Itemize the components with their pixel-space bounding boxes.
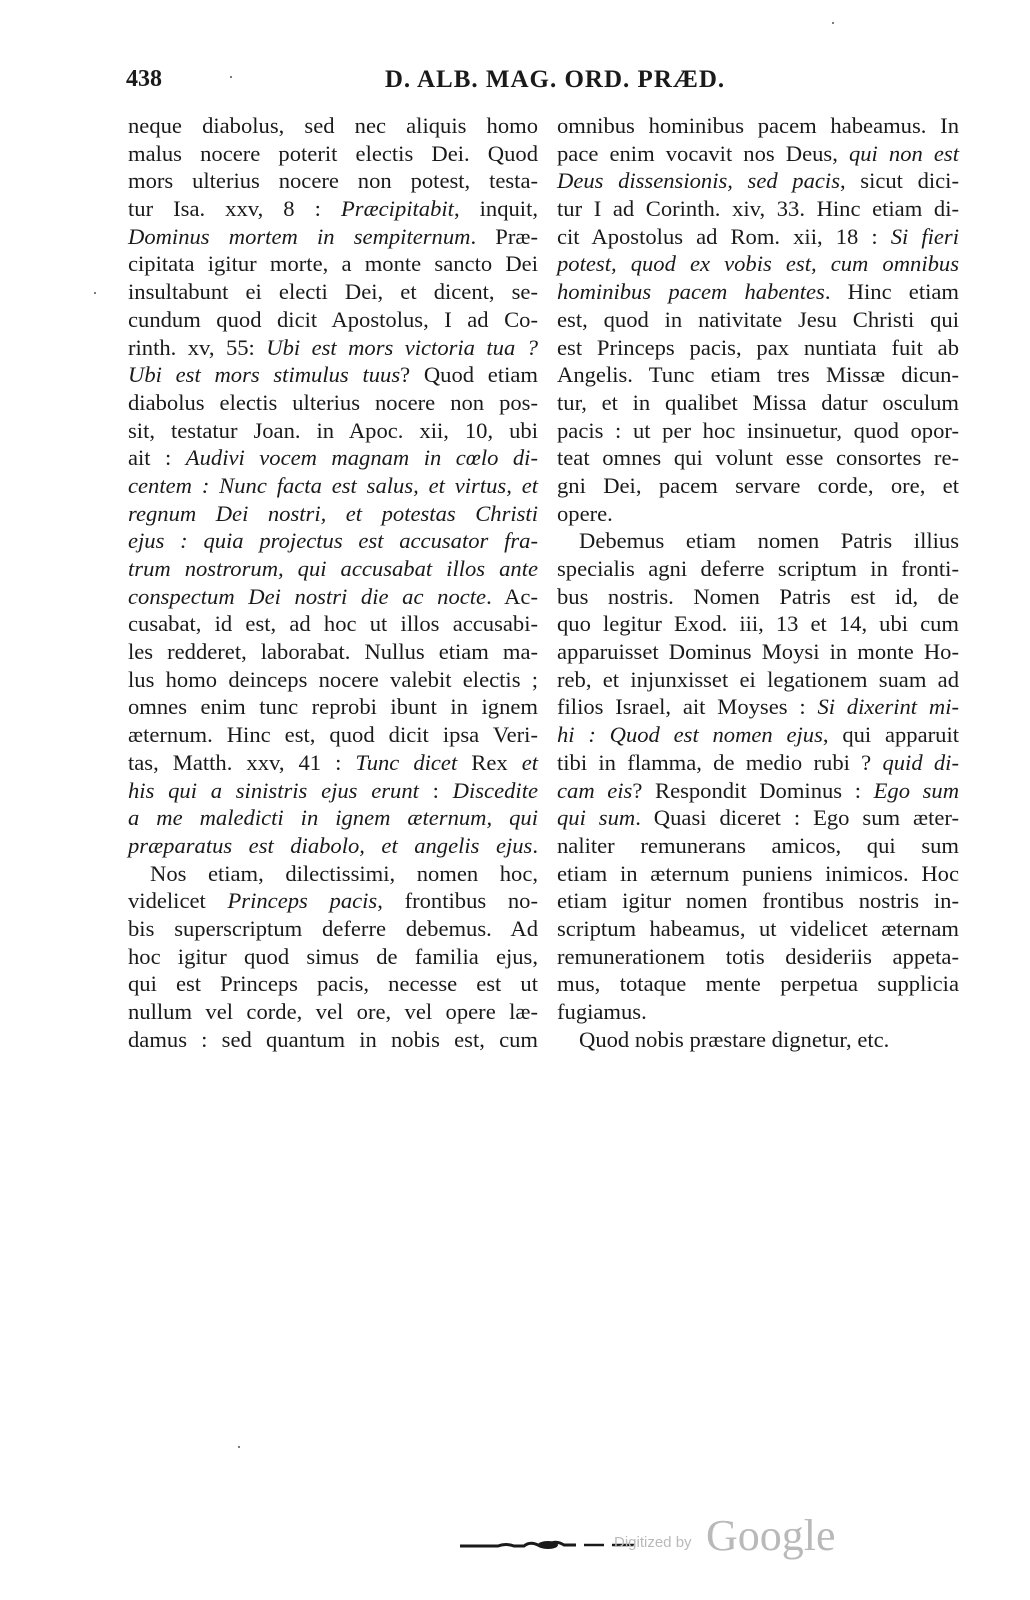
left-column-line: tur Isa. xxv, 8 : Præcipitabit, inquit, xyxy=(128,196,539,222)
left-column-line: cusabat, id est, ad hoc ut illos accusabi- xyxy=(128,611,538,637)
left-column-line: sit, testatur Joan. in Apoc. xii, 10, ubi xyxy=(128,417,538,443)
left-column-line: omnes enim tunc reprobi ibunt in ignem xyxy=(128,694,538,720)
left-column-line: præparatus est diabolo, et angelis ejus. xyxy=(128,832,538,858)
left-column-line: conspectum Dei nostri die ac nocte. Ac- xyxy=(128,583,538,609)
right-column-line: Quod nobis præstare dignetur, etc. xyxy=(579,1026,890,1052)
right-column-line: tibi in flamma, de medio rubi ? quid di- xyxy=(557,749,959,775)
right-column-line: reb, et injunxisset ei legationem suam ad xyxy=(557,666,959,692)
right-column-line: remunerationem totis desideriis appeta- xyxy=(557,943,959,969)
right-column-line: Debemus etiam nomen Patris illius xyxy=(579,528,959,554)
right-column-line: potest, quod ex vobis est, cum omnibus xyxy=(557,251,959,277)
right-column-line: apparuisset Dominus Moysi in monte Ho- xyxy=(557,639,959,665)
right-column-line: filios Israel, ait Moyses : Si dixerint mi- xyxy=(557,694,960,720)
scan-speck xyxy=(94,292,96,294)
digitized-by-text: Digitized by xyxy=(614,1534,692,1551)
left-column-line: tas, Matth. xxv, 41 : Tunc dicet Rex et xyxy=(128,749,538,775)
right-column-line: Angelis. Tunc etiam tres Missæ dicun- xyxy=(557,362,959,388)
right-column-line: quo legitur Exod. iii, 13 et 14, ubi cum xyxy=(557,611,959,637)
left-column-line: ejus : quia projectus est accusator fra- xyxy=(128,528,538,554)
left-column-line: Ubi est mors stimulus tuus? Quod etiam xyxy=(128,362,538,388)
right-column-line: fugiamus. xyxy=(557,999,647,1024)
left-column-line: videlicet Princeps pacis, frontibus no- xyxy=(128,888,538,914)
left-column-line: Nos etiam, dilectissimi, nomen hoc, xyxy=(150,860,538,886)
left-column-line: a me maledicti in ignem æternum, qui xyxy=(128,805,538,831)
left-column-line: Dominus mortem in sempiternum. Præ- xyxy=(128,223,538,249)
left-column-line: ait : Audivi vocem magnam in cœlo di- xyxy=(128,445,538,471)
left-column-line: trum nostrorum, qui accusabat illos ante xyxy=(128,556,538,581)
left-column-line: nullum vel corde, vel ore, vel opere læ- xyxy=(128,999,538,1024)
page-number: 438 xyxy=(126,66,162,92)
left-column xyxy=(128,112,538,1053)
right-column-line: mus, totaque mente perpetua supplicia xyxy=(557,971,959,997)
page-header xyxy=(120,62,950,102)
right-column-line: etiam in æternum puniens inimicos. Hoc xyxy=(557,860,959,886)
left-column-line: mors ulterius nocere non potest, testa- xyxy=(128,168,538,194)
right-column-line: omnibus hominibus pacem habeamus. In xyxy=(557,113,959,138)
right-column xyxy=(557,112,959,1053)
right-column-line: hi : Quod est nomen ejus, qui apparuit xyxy=(557,722,959,748)
left-column-line: neque diabolus, sed nec aliquis homo xyxy=(128,113,538,138)
right-column-line: bus nostris. Nomen Patris est id, de xyxy=(557,583,959,609)
right-column-line: opere. xyxy=(557,500,613,526)
right-column-line: qui sum. Quasi diceret : Ego sum æter- xyxy=(557,805,959,831)
right-column-line: teat omnes qui volunt esse consortes re- xyxy=(557,445,959,471)
google-logo-text: Google xyxy=(706,1511,836,1560)
left-column-line: les redderet, laborabat. Nullus etiam ma- xyxy=(128,639,538,665)
right-column-line: cit Apostolus ad Rom. xii, 18 : Si fieri xyxy=(557,223,959,249)
right-column-line: tur, et in qualibet Missa datur osculum xyxy=(557,389,959,415)
right-column-line: cam eis? Respondit Dominus : Ego sum xyxy=(557,777,960,803)
scan-speck xyxy=(238,1446,240,1448)
right-column-line: Deus dissensionis, sed pacis, sicut dici- xyxy=(557,168,959,194)
left-column-line: his qui a sinistris ejus erunt : Discedite xyxy=(128,777,538,803)
left-column-line: æternum. Hinc est, quod dicit ipsa Veri- xyxy=(128,722,538,748)
right-column-line: tur I ad Corinth. xiv, 33. Hinc etiam di- xyxy=(557,196,959,222)
right-column-line: specialis agni deferre scriptum in fronti- xyxy=(557,556,959,581)
left-column-line: damus : sed quantum in nobis est, cum xyxy=(128,1026,538,1052)
right-column-line: naliter remunerans amicos, qui sum xyxy=(557,832,959,858)
left-column-line: centem : Nunc facta est salus, et virtus, et xyxy=(128,472,538,498)
left-column-line: bis superscriptum deferre debemus. Ad xyxy=(128,915,538,941)
left-column-line: regnum Dei nostri, et potestas Christi xyxy=(128,500,538,526)
left-column-line: lus homo deinceps nocere valebit electis ; xyxy=(128,666,538,692)
left-column-line: qui est Princeps pacis, necesse est ut xyxy=(128,971,538,997)
left-column-line: malus nocere poterit electis Dei. Quod xyxy=(128,140,538,166)
left-column-line: insultabunt ei electi Dei, et dicent, se- xyxy=(128,279,538,305)
running-head: D. ALB. MAG. ORD. PRÆD. xyxy=(384,66,726,93)
left-column-line: diabolus electis ulterius nocere non pos- xyxy=(128,389,538,415)
right-column-line: gni Dei, pacem servare corde, ore, et xyxy=(557,472,959,498)
scan-speck xyxy=(832,22,834,24)
left-column-line: hoc igitur quod simus de familia ejus, xyxy=(128,943,538,969)
left-column-line: rinth. xv, 55: Ubi est mors victoria tua ? xyxy=(128,334,538,360)
right-column-line: scriptum habeamus, ut videlicet æternam xyxy=(557,915,959,941)
right-column-line: est Princeps pacis, pax nuntiata fuit ab xyxy=(557,334,959,360)
right-column-line: hominibus pacem habentes. Hinc etiam xyxy=(557,279,959,305)
right-column-line: pacis : ut per hoc insinuetur, quod opor- xyxy=(557,417,959,443)
left-column-line: cipitata igitur morte, a monte sancto Dei xyxy=(128,251,538,277)
right-column-line: est, quod in nativitate Jesu Christi qui xyxy=(557,306,959,332)
right-column-line: pace enim vocavit nos Deus, qui non est xyxy=(557,140,959,166)
right-column-line: etiam igitur nomen frontibus nostris in- xyxy=(557,888,959,914)
left-column-line: cundum quod dicit Apostolus, I ad Co- xyxy=(128,306,538,332)
scan-speck xyxy=(230,76,232,78)
ornament-divider xyxy=(458,1535,638,1555)
